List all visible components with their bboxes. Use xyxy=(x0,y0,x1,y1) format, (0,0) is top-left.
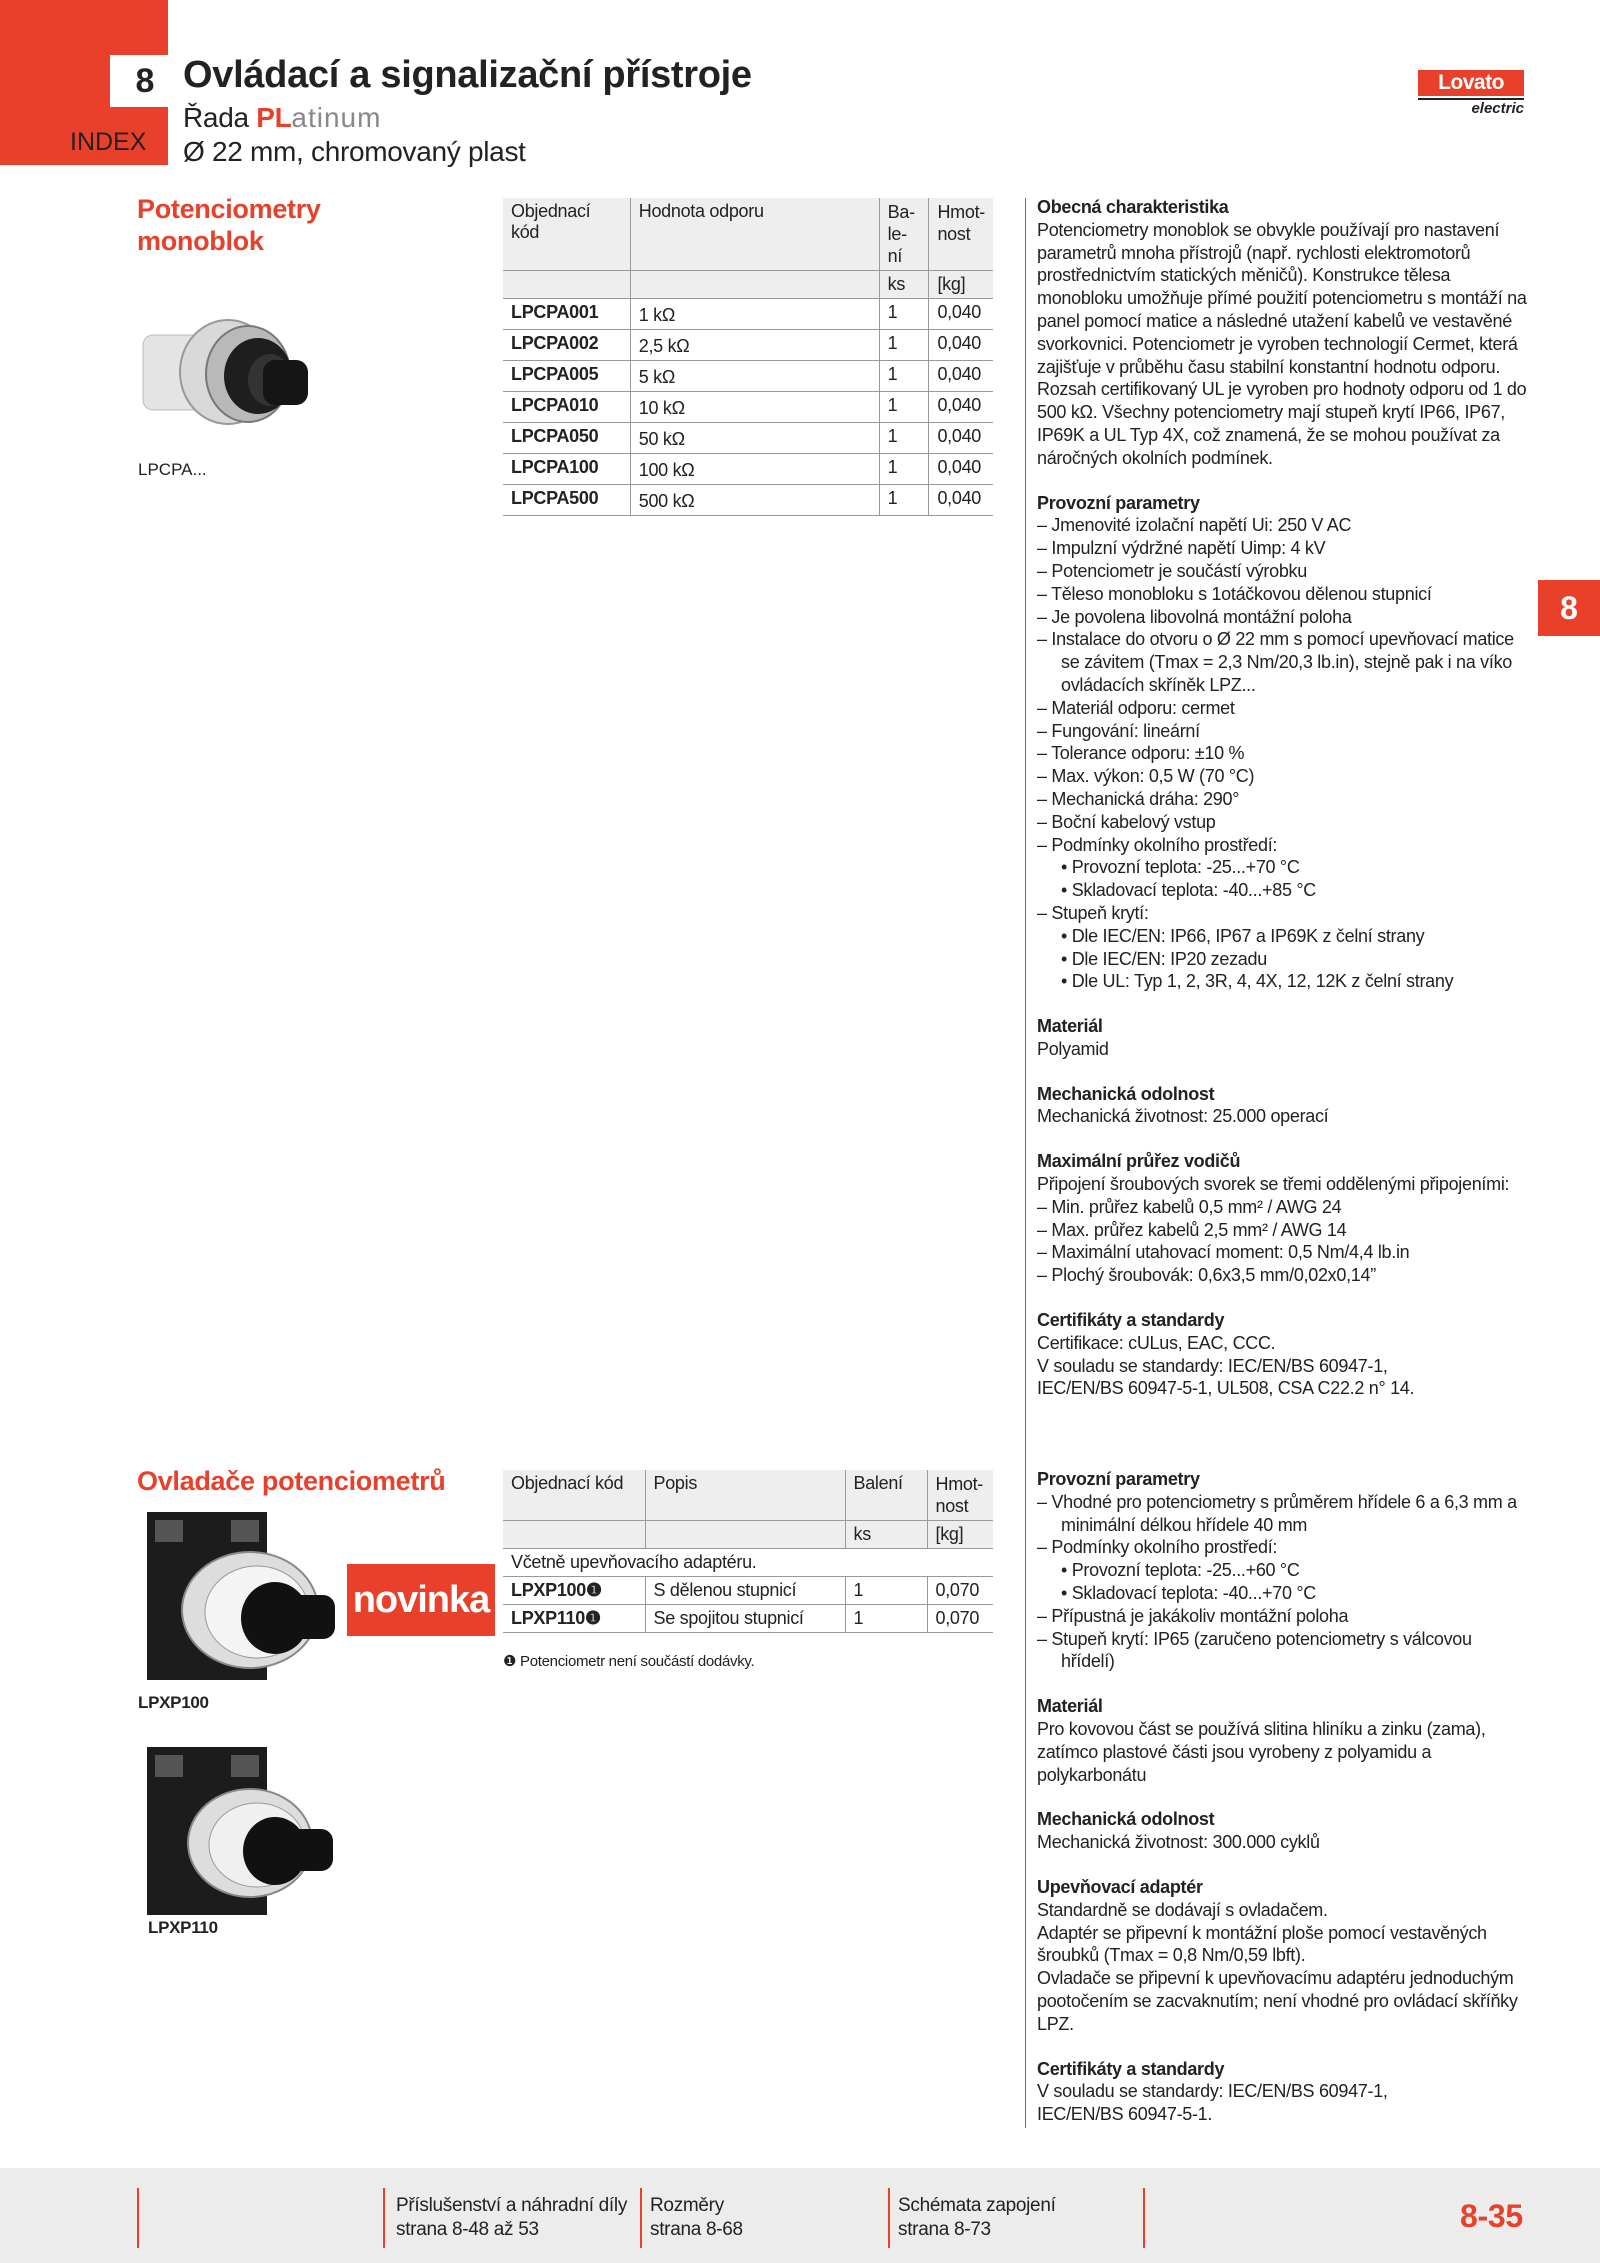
operating-item: – Instalace do otvoru o Ø 22 mm s pomocí upevňovací matice se závitem (Tmax = 2,3 Nm/20,3 lb.in), stejně pak i na víko ovládacích skříněk LPZ... xyxy=(1037,629,1514,695)
header-weight-l2: nost xyxy=(935,1496,969,1516)
general-heading: Obecná charakteristika xyxy=(1037,197,1229,217)
section2-table xyxy=(503,1470,993,1633)
footer-link-accessories-page: strana 8-48 až 53 xyxy=(396,2219,539,2240)
footer-link-accessories[interactable] xyxy=(396,2194,627,2242)
chapter-number: 8 xyxy=(110,55,180,107)
mechanical-heading: Mechanická odolnost xyxy=(1037,1083,1215,1104)
brand-atinum: atinum xyxy=(291,102,382,133)
row-code: LPCPA050 xyxy=(503,423,630,454)
operating-item: – Podmínky okolního prostředí: xyxy=(1037,1537,1278,1558)
operating-item: – Podmínky okolního prostředí: xyxy=(1037,834,1278,855)
certs-line: IEC/EN/BS 60947-5-1. xyxy=(1037,2104,1213,2125)
table-row xyxy=(503,423,993,454)
certs-line: V souladu se standardy: IEC/EN/BS 60947-1, xyxy=(1037,2081,1388,2102)
footer-link-accessories-title: Příslušenství a náhradní díly xyxy=(396,2195,628,2216)
operating-item: – Vhodné pro potenciometry s průměrem hřídele 6 a 6,3 mm a minimální délkou hřídele 40 mm xyxy=(1037,1491,1517,1535)
section1-specs xyxy=(1037,196,1527,1400)
novinka-badge: novinka xyxy=(347,1564,495,1636)
operating-item: – Těleso monobloku s 1otáčkovou dělenou stupnicí xyxy=(1037,583,1432,604)
row-qty: 1 xyxy=(879,454,929,485)
logo-bottom: electric xyxy=(1418,98,1524,117)
brand-pl: PL xyxy=(256,102,292,133)
footer-bar xyxy=(0,2168,1600,2263)
section2-title: Ovladače potenciometrů xyxy=(137,1466,446,1496)
protection-label: – Stupeň krytí: xyxy=(1037,902,1149,923)
row-code: LPCPA100 xyxy=(503,454,630,485)
footer-link-wiring-page: strana 8-73 xyxy=(898,2219,991,2240)
unit-weight: [kg] xyxy=(927,1521,993,1549)
adapter-line: Ovladače se připevní k upevňovacímu adaptéru jednoduchým pootočením se zacvaknutím; není vhodné pro ovládací skříňky LPZ. xyxy=(1037,1968,1518,2034)
note-row: Včetně upevňovacího adaptéru. xyxy=(503,1549,993,1577)
footer-divider xyxy=(1143,2188,1145,2248)
general-text: Potenciometry monoblok se obvykle používají pro nastavení parametrů mnoha přístrojů (např. rychlosti elektromotorů prostřednictvím statických měničů). Konstrukce tělesa monobloku umožňuje přímé použití potenciometru s montáží na panel pomocí matice a následné utažení kabelů ve vestavěné svorkovnici. Potenciometr je vyroben technologií Cermet, která zajišťuje v průběhu času stabilní konstantní hodnotu odporu. Rozsah certifikovaný UL je vyroben pro hodnoty odporu od 1 do 500 kΩ. Všechny potenciometry mají stupeň krytí IP66, IP67, IP69K a UL Typ 4X, což znamená, že se mohou používat za náročných okolních podmínek. xyxy=(1037,219,1527,468)
env-bullet: • Skladovací teplota: -40...+70 °C xyxy=(1061,1582,1316,1603)
env-bullet: • Provozní teplota: -25...+60 °C xyxy=(1061,1560,1300,1581)
operating-item: – Stupeň krytí: IP65 (zaručeno potenciometry s válcovou hřídelí) xyxy=(1037,1628,1472,1672)
protection-bullet: • Dle UL: Typ 1, 2, 3R, 4, 4X, 12, 12K z čelní strany xyxy=(1061,971,1454,992)
operating-heading: Provozní parametry xyxy=(1037,1469,1200,1489)
row-qty: 1 xyxy=(879,330,929,361)
table-units-row xyxy=(503,271,993,299)
row-value: 50 kΩ xyxy=(630,423,879,454)
material-text: Pro kovovou část se používá slitina hliníku a zinku (zama), zatímco plastové části jsou vyrobeny z polyamidu a polykarbonátu xyxy=(1037,1718,1486,1785)
footer-divider xyxy=(640,2188,642,2248)
operating-item: – Tolerance odporu: ±10 % xyxy=(1037,743,1245,764)
footer-link-wiring-title: Schémata zapojení xyxy=(898,2195,1056,2216)
table-row xyxy=(503,454,993,485)
logo-top: Lovato xyxy=(1418,70,1524,96)
lpxp100-caption: LPXP100 xyxy=(138,1693,209,1712)
certs-line: V souladu se standardy: IEC/EN/BS 60947-1, xyxy=(1037,1355,1388,1376)
header-weight-l1: Hmot- xyxy=(937,202,985,222)
row-code: LPCPA001 xyxy=(503,299,630,330)
table-row xyxy=(503,330,993,361)
row-qty: 1 xyxy=(845,1605,927,1633)
wire-item: – Min. průřez kabelů 0,5 mm² / AWG 24 xyxy=(1037,1196,1342,1217)
operating-item: – Max. výkon: 0,5 W (70 °C) xyxy=(1037,766,1255,787)
right-column-rule xyxy=(1025,198,1026,2128)
row-weight: 0,070 xyxy=(927,1605,993,1633)
row-qty: 1 xyxy=(879,485,929,516)
section2-specs xyxy=(1037,1468,1527,2126)
table-row xyxy=(503,485,993,516)
row-weight: 0,070 xyxy=(927,1577,993,1605)
row-code: LPCPA500 xyxy=(503,485,630,516)
row-weight: 0,040 xyxy=(929,299,993,330)
section1-title xyxy=(137,193,321,257)
row-qty: 1 xyxy=(879,361,929,392)
footer-divider xyxy=(383,2188,385,2248)
header-weight-l1: Hmot- xyxy=(935,1474,983,1494)
material-text: Polyamid xyxy=(1037,1038,1109,1059)
lpxp110-product-image xyxy=(145,1745,340,1920)
header-qty-l2: le- xyxy=(887,224,907,244)
table-row xyxy=(503,1577,993,1605)
section1-table xyxy=(503,198,993,516)
protection-bullet: • Dle IEC/EN: IP66, IP67 a IP69K z čelní strany xyxy=(1061,925,1425,946)
protection-bullet: • Dle IEC/EN: IP20 zezadu xyxy=(1061,948,1267,969)
certs-heading: Certifikáty a standardy xyxy=(1037,1310,1225,1331)
header-desc: Popis xyxy=(645,1470,845,1521)
section2-footnote: ❶ Potenciometr není součástí dodávky. xyxy=(503,1653,755,1670)
operating-item: – Potenciometr je součástí výrobku xyxy=(1037,560,1307,581)
unit-weight: [kg] xyxy=(929,271,993,299)
section1-image-caption: LPCPA... xyxy=(138,460,207,479)
footer-link-wiring[interactable] xyxy=(898,2194,1056,2242)
row-value: 2,5 kΩ xyxy=(630,330,879,361)
operating-item: – Materiál odporu: cermet xyxy=(1037,697,1235,718)
header-weight xyxy=(929,198,993,271)
page-title: Ovládací a signalizační přístroje xyxy=(183,54,752,96)
adapter-heading: Upevňovací adaptér xyxy=(1037,1876,1203,1897)
unit-qty: ks xyxy=(879,271,929,299)
wire-item: – Maximální utahovací moment: 0,5 Nm/4,4 lb.in xyxy=(1037,1242,1410,1263)
adapter-line: Adaptér se připevní k montážní ploše pomocí vestavěných šroubků (Tmax = 0,8 Nm/0,59 lbft). xyxy=(1037,1922,1487,1966)
row-qty: 1 xyxy=(845,1577,927,1605)
unit-qty: ks xyxy=(845,1521,927,1549)
row-weight: 0,040 xyxy=(929,485,993,516)
header-code: Objednací kód xyxy=(503,198,630,271)
operating-item: – Boční kabelový vstup xyxy=(1037,811,1216,832)
page-number: 8-35 xyxy=(1460,2198,1523,2234)
table-row xyxy=(503,1605,993,1633)
wire-heading: Maximální průřez vodičů xyxy=(1037,1151,1241,1172)
row-value: 1 kΩ xyxy=(630,299,879,330)
row-qty: 1 xyxy=(879,423,929,454)
wire-intro: Připojení šroubových svorek se třemi oddělenými připojeními: xyxy=(1037,1174,1510,1195)
row-code: LPXP110❶ xyxy=(503,1605,645,1633)
footer-divider xyxy=(137,2188,139,2248)
footer-link-dimensions[interactable] xyxy=(650,2194,743,2242)
certs-line: Certifikace: cULus, EAC, CCC. xyxy=(1037,1332,1276,1353)
footer-divider xyxy=(888,2188,890,2248)
lovato-logo xyxy=(1418,70,1524,117)
mechanical-text: Mechanická životnost: 25.000 operací xyxy=(1037,1106,1329,1127)
header-weight-l2: nost xyxy=(937,224,971,244)
row-desc: S dělenou stupnicí xyxy=(645,1577,845,1605)
row-weight: 0,040 xyxy=(929,361,993,392)
row-weight: 0,040 xyxy=(929,392,993,423)
row-value: 5 kΩ xyxy=(630,361,879,392)
lpxp100-product-image xyxy=(145,1510,340,1685)
header-code: Objednací kód xyxy=(503,1470,645,1521)
wire-item: – Max. průřez kabelů 2,5 mm² / AWG 14 xyxy=(1037,1219,1347,1240)
row-code: LPCPA010 xyxy=(503,392,630,423)
section1-title-line1: Potenciometry xyxy=(137,194,321,224)
header-qty-l3: ní xyxy=(887,246,903,266)
env-bullet: • Provozní teplota: -25...+70 °C xyxy=(1061,857,1300,878)
table-row xyxy=(503,392,993,423)
operating-heading: Provozní parametry xyxy=(1037,492,1200,513)
table-header-row xyxy=(503,1470,993,1521)
series-prefix: Řada xyxy=(183,102,257,133)
env-bullet: • Skladovací teplota: -40...+85 °C xyxy=(1061,880,1316,901)
operating-item: – Přípustná je jakákoliv montážní poloha xyxy=(1037,1605,1349,1626)
table-row xyxy=(503,361,993,392)
footer-link-dimensions-page: strana 8-68 xyxy=(650,2219,743,2240)
table-note-row xyxy=(503,1549,993,1577)
material-heading: Materiál xyxy=(1037,1696,1103,1717)
certs-line: IEC/EN/BS 60947-5-1, UL508, CSA C22.2 n° 14. xyxy=(1037,1378,1415,1399)
mechanical-heading: Mechanická odolnost xyxy=(1037,1809,1215,1830)
operating-item: – Mechanická dráha: 290° xyxy=(1037,788,1240,809)
row-qty: 1 xyxy=(879,392,929,423)
table-header-row xyxy=(503,198,993,271)
row-desc: Se spojitou stupnicí xyxy=(645,1605,845,1633)
certs-heading: Certifikáty a standardy xyxy=(1037,2058,1225,2079)
row-value: 10 kΩ xyxy=(630,392,879,423)
row-value: 500 kΩ xyxy=(630,485,879,516)
mechanical-text: Mechanická životnost: 300.000 cyklů xyxy=(1037,1832,1320,1853)
lpxp110-caption: LPXP110 xyxy=(148,1918,218,1937)
header-weight xyxy=(927,1470,993,1521)
index-link[interactable]: INDEX xyxy=(70,128,147,156)
section1-title-line2: monoblok xyxy=(137,226,264,256)
row-code: LPCPA002 xyxy=(503,330,630,361)
row-code: LPXP100❶ xyxy=(503,1577,645,1605)
operating-item: – Je povolena libovolná montážní poloha xyxy=(1037,606,1352,627)
row-value: 100 kΩ xyxy=(630,454,879,485)
operating-item: – Jmenovité izolační napětí Ui: 250 V AC xyxy=(1037,515,1352,536)
row-weight: 0,040 xyxy=(929,454,993,485)
wire-item: – Plochý šroubovák: 0,6x3,5 mm/0,02x0,14” xyxy=(1037,1265,1376,1286)
side-chapter-tab[interactable]: 8 xyxy=(1538,580,1600,636)
table-units-row xyxy=(503,1521,993,1549)
lpcpa-product-image xyxy=(138,300,358,460)
header-qty: Balení xyxy=(845,1470,927,1521)
row-weight: 0,040 xyxy=(929,330,993,361)
operating-item: – Impulzní výdržné napětí Uimp: 4 kV xyxy=(1037,538,1326,559)
footer-link-dimensions-title: Rozměry xyxy=(650,2195,724,2216)
material-heading: Materiál xyxy=(1037,1016,1103,1037)
row-code: LPCPA005 xyxy=(503,361,630,392)
row-qty: 1 xyxy=(879,299,929,330)
header-qty xyxy=(879,198,929,271)
table-row xyxy=(503,299,993,330)
adapter-line: Standardně se dodávají s ovladačem. xyxy=(1037,1899,1328,1920)
series-line xyxy=(183,102,381,134)
operating-item: – Fungování: lineární xyxy=(1037,720,1200,741)
header-qty-l1: Ba- xyxy=(887,202,915,222)
header-value: Hodnota odporu xyxy=(630,198,879,271)
series-subtitle: Ø 22 mm, chromovaný plast xyxy=(183,136,526,167)
row-weight: 0,040 xyxy=(929,423,993,454)
